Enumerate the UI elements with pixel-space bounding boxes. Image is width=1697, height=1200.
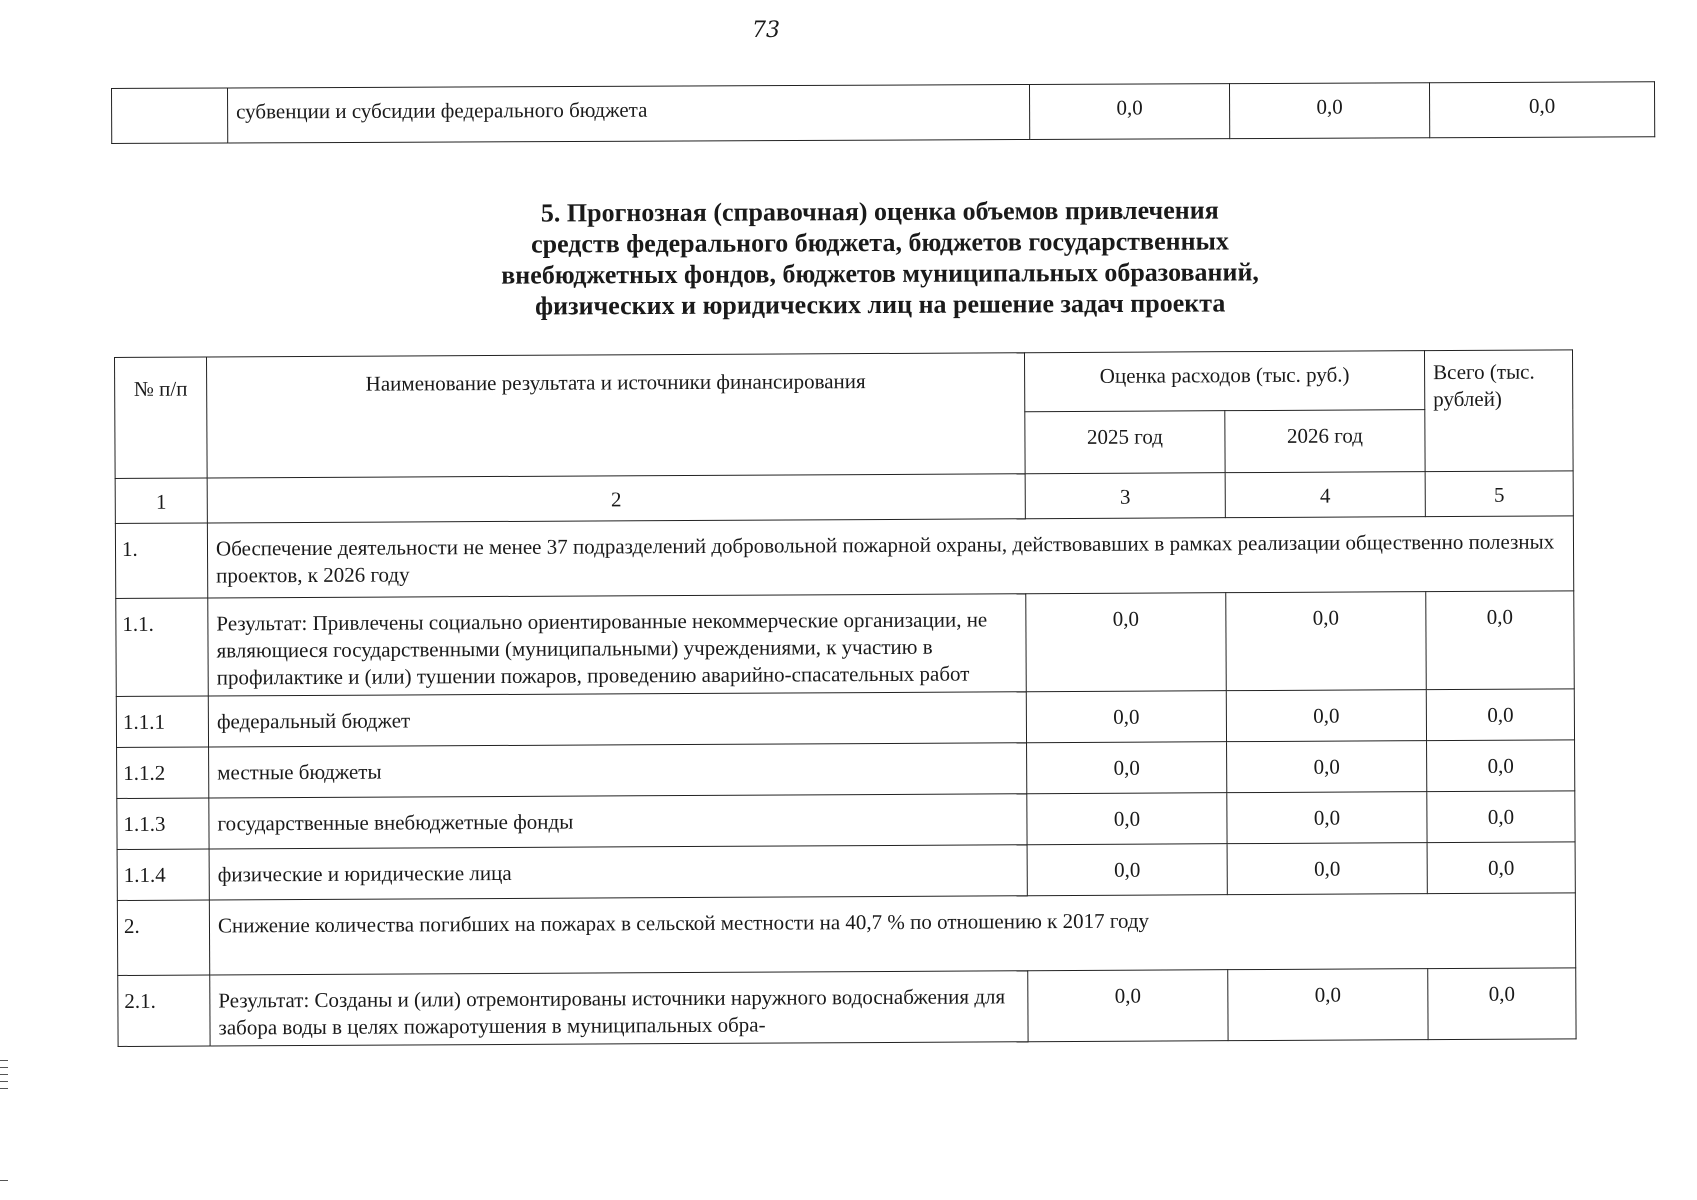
continuation-table [111,81,1655,144]
value-cell: 0,0 [1026,691,1226,743]
value-cell: 0,0 [1229,83,1429,139]
header-year-2026: 2026 год [1225,410,1425,473]
col-number: 4 [1225,472,1425,518]
row-name: Результат: Привлечены социально ориентированные некоммерческие организации, не являющиеся государственными (муниципальными) учреждениями, к участию в профилактике и (или) тушении пожаров, проведению аварийно-спасательных работ [208,594,1027,696]
table-row [117,893,1575,976]
col-number: 2 [207,474,1025,523]
header-year-2025: 2025 год [1025,411,1225,474]
value-cell: 0,0 [1428,968,1576,1040]
table-row [112,82,1655,144]
row-index: 1.1. [116,598,209,696]
title-line: внебюджетных фондов, бюджетов муниципальных образований, [501,257,1259,290]
value-cell: 0,0 [1228,969,1428,1041]
value-cell: 0,0 [1026,593,1227,692]
table-row [117,791,1575,850]
page-number: 73 [752,18,780,43]
header-row [115,350,1573,417]
value-cell: 0,0 [1427,791,1575,843]
table-row [115,516,1573,599]
table-row [117,842,1575,901]
row-index: 1.1.2 [117,747,209,798]
value-cell: 0,0 [1429,82,1654,138]
table-row [116,591,1575,697]
row-name: государственные внебюджетные фонды [209,794,1027,849]
value-cell: 0,0 [1227,792,1427,844]
header-name: Наименование результата и источники финансирования [207,353,1026,478]
title-line: средств федерального бюджета, бюджетов государственных [530,226,1229,259]
value-cell: 0,0 [1028,970,1228,1042]
value-cell: 0,0 [1027,742,1227,794]
col-number: 1 [115,478,207,523]
value-cell: 0,0 [1227,741,1427,793]
row-name: местные бюджеты [209,743,1027,798]
row-index: 2.1. [118,975,210,1046]
col-number: 5 [1425,471,1573,517]
row-name: федеральный бюджет [208,692,1026,747]
value-cell: 0,0 [1029,84,1229,140]
title-line: 5. Прогнозная (справочная) оценка объемов привлечения [540,195,1219,228]
value-cell: 0,0 [1227,843,1427,895]
value-cell: 0,0 [1226,690,1426,742]
row-name: физические и юридические лица [209,845,1027,900]
table-row [117,740,1575,799]
header-num: № п/п [115,357,208,478]
title-line: физических и юридических лиц на решение задач проекта [535,288,1226,321]
col-number: 3 [1025,473,1225,519]
row-name: Снижение количества погибших на пожарах в сельской местности на 40,7 % по отношению к 2017 году [209,893,1575,975]
funding-table [114,349,1577,1047]
scan-mark [0,1180,8,1181]
row-index: 1. [115,523,207,598]
row-name: Результат: Созданы и (или) отремонтированы источники наружного водоснабжения для забора воды в целях пожаротушения в муниципальных обра- [210,971,1028,1046]
row-index [112,88,228,144]
scan-marks [0,1060,8,1095]
value-cell: 0,0 [1426,591,1575,690]
row-index: 1.1.3 [117,798,209,849]
column-numbers-row [115,471,1573,524]
section-title [380,194,1381,322]
value-cell: 0,0 [1427,842,1575,894]
value-cell: 0,0 [1427,740,1575,792]
table-row [118,968,1576,1047]
row-index: 2. [117,900,209,975]
header-estimate: Оценка расходов (тыс. руб.) [1024,351,1424,412]
row-index: 1.1.4 [117,849,209,900]
row-name: Обеспечение деятельности не менее 37 подразделений добровольной пожарной охраны, действовавших в рамках реализации общественно полезных проектов, к 2026 году [207,516,1573,598]
row-index: 1.1.1 [116,696,208,747]
row-name: субвенции и субсидии федерального бюджета [228,84,1030,142]
table-row [116,689,1574,748]
header-total: Всего (тыс. рублей) [1425,350,1574,472]
value-cell: 0,0 [1027,844,1227,896]
value-cell: 0,0 [1027,793,1227,845]
value-cell: 0,0 [1226,592,1427,691]
value-cell: 0,0 [1426,689,1574,741]
